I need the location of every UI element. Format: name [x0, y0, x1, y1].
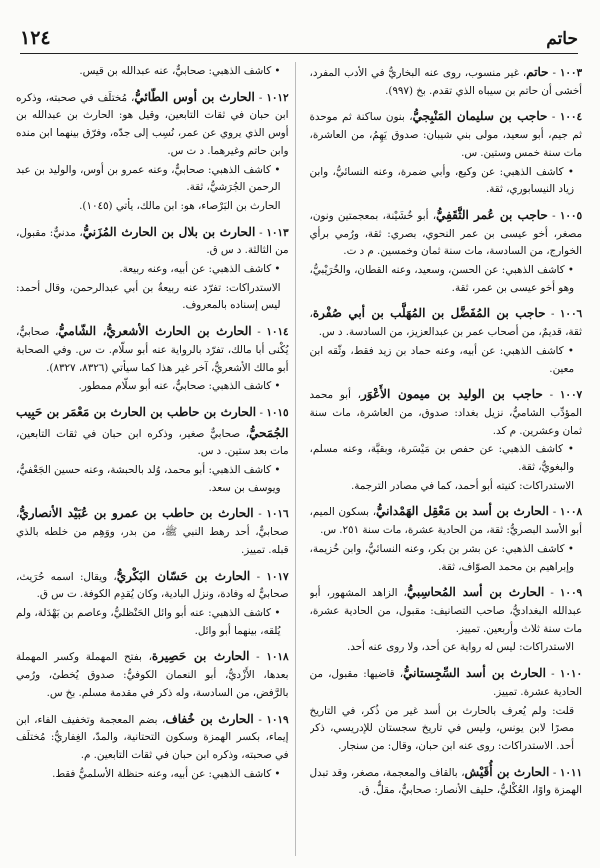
entry-number: ١٠١٥	[266, 406, 289, 419]
supplementary-note: الاستدراكات: ليس له رواية عن أحد، ولا روى عنه أحد.	[346, 641, 574, 654]
entry-number: ١٠٠٥	[559, 209, 582, 222]
entry-number: ١٠٠٦	[559, 308, 582, 321]
dhahabi-note: • كاشف الذهبي: عن بشر بن بكر، وعنه النسائيُّ، وابن خُزيمة، وإبراهيم بن محمد الصوّاف، ثقة.	[310, 541, 583, 576]
entry-text-block: ١٠١٦ - الحارث بن حاطب بن عمرو بن عُبَيْد الأنصاريُّ، صحابيٌّ، أحد رهط النبي ﷺ، من بدر، ووَهِم من خلطه بالذي قبله. تمييز.	[16, 506, 289, 556]
biography-entry	[310, 582, 583, 657]
entry-name: الحارث بن أسد السِّجِستانيُّ	[403, 666, 546, 681]
entry-number: ١٠١٧	[266, 570, 289, 583]
biography-entry	[16, 321, 289, 396]
entry-body: ، ثقة، قديمٌ، من أصحاب عمر بن عبدالعزيز، من السادسة. د س.	[309, 308, 582, 339]
entry-body: ، بفتح المهملة وكسر المهملة بعدها، الأَزْديُّ، أبو النعمان الكوفيُّ: صدوق يُخطئ، ورُمي بالرَّفض، من السادسة، وله ذكر في مقدمة مسلم. بخ س.	[16, 651, 289, 699]
biography-entry	[16, 87, 289, 216]
entry-text-block: ١٠٠٧ - حاجب بن الوليد بن ميمون الأَعْوَر، أبو محمد المؤدِّب الشاميُّ، نزيل بغداد: صدوق، من العاشرة، مات سنة ثمان وعشرين. م كد.	[309, 387, 582, 437]
supplementary-note: الحارث بن البَرْصاء، هو: ابن مالك، يأتي (١٠٤٥).	[79, 199, 281, 212]
supplementary-note: الاستدراكات: كنيته أبو أحمد، كما في مصادر الترجمة.	[350, 479, 574, 492]
entry-number: ١٠١٩	[266, 713, 289, 726]
biography-entry	[310, 501, 583, 576]
entry-name: حاجب بن عُمر الثَّقَفِيُّ	[436, 207, 548, 222]
entry-body: ، مدنيٌّ: مقبول، من الثالثة. د س ق.	[16, 226, 289, 257]
biography-entry	[16, 566, 289, 641]
entry-number: ١٠١٦	[266, 508, 289, 521]
entry-body: ، بنون ساكنة ثم موحدة ثم جيم، أبو سعيد، مولى بني شيبان: صدوق يَهِمُ، من العاشرة، مات سنة خمس وستين. س.	[309, 111, 582, 159]
biography-entry	[310, 205, 583, 298]
entry-body: ، أبو خُشَيْنة، بمعجمتين ونون، مصغر، أخو عيسى بن عمر النحوي، بصري: ثقة، ورُمي برأي الخوارج، من السادسة، مات سنة ثمان وخمسين. م د ت.	[309, 209, 582, 258]
entry-name: الحارث بن حاطب بن عمرو بن عُبَيْد الأنصاريُّ	[19, 506, 254, 521]
biography-entry	[310, 106, 583, 199]
supplementary-note: قلت: ولم يُعرف بالحارث بن أسد غير من ذُكر، في التاريخ مصرًا لابن يونس، وليس في تاريخ سجستان للإدريسي، ذكر أحد. الاستدراكات: روى عنه ابن حبان، وقال: من سنجار.	[309, 704, 574, 752]
entry-body: ، ويقال: اسمه حُرَيث، صحابيٌّ له وفادة، ونزل البادية، وكان يُقدِم الكوفة. ت س ق.	[16, 570, 289, 601]
entry-body: ، بسكون الميم، أبو الأسد البصريُّ: ثقة، من الحادية عشرة، مات سنة ٢٥١. س.	[309, 506, 582, 537]
entry-name: حاتم	[526, 65, 549, 79]
entry-name: الحارث بن أُقَيْش	[464, 764, 550, 779]
entry-name: حاجب بن سليمان المَنْبِجيُّ	[412, 109, 548, 124]
entry-body: ، أبو محمد المؤدِّب الشاميُّ، نزيل بغداد: صدوق، من العاشرة، مات سنة ثمان وعشرين. م كد.	[309, 389, 582, 437]
entry-number: ١٠٠٧	[559, 389, 582, 402]
entry-text-block: ١٠٠٣ - حاتم، غير منسوب، روى عنه البخاريُّ في الأدب المفرد، أخشى أن حاتم بن سيباه الذي تقدم. بخ (٩٩٧).	[309, 65, 582, 97]
entry-text-block: ١٠١٠ - الحارث بن أسد السِّجِستانيُّ، قاضيها: مقبول، من الحادية عشرة. تمييز.	[309, 666, 582, 698]
continued-note: • كاشف الذهبي: صحابيٌّ، عنه عبدالله بن قيس.	[16, 63, 289, 81]
entry-name: الحارث بن حاطب بن الحارث بن مَعْمَر بن حَبِيب الجُمَحيُّ	[16, 404, 289, 440]
entry-body: ، غير منسوب، روى عنه البخاريُّ في الأدب المفرد، أخشى أن حاتم بن سيباه الذي تقدم. بخ (٩٩٧).	[309, 67, 582, 97]
entry-name: الحارث بن حَصِيرة	[151, 649, 250, 664]
dhahabi-note: • كاشف الذهبي: عن أبيه، وعنه ربيعة.	[16, 261, 289, 279]
entry-text-block: ١٠١٧ - الحارث بن حَسّان البَكْريُّ، ويقال: اسمه حُرَيث، صحابيٌّ له وفادة، ونزل البادية، وكان يُقدِم الكوفة. ت س ق.	[16, 568, 289, 601]
entry-name: حاجب بن المُفَضَّل بن المُهَلَّب بن أبي صُفْرة	[312, 306, 546, 321]
dhahabi-note: • كاشف الذهبي: عنه أبو وائل الحَنْظليُّ، وعاصم بن بَهْدَلة، ولم يُلقه، بينهما أبو وائل.	[16, 605, 289, 640]
entry-text-block: ١٠١٢ - الحارث بن أوس الطّائيُّ، مُختلَف في صحبته، وذكره ابن حبان في ثقات التابعين، وقيل هو: الحارث بن عبدالله بن أوس الذي يروي عن عمر، نُسِب إلى جدّه، وفرّق بينهما ابن منده وابن حاتم وغيرهما. د ت س.	[16, 89, 289, 157]
entry-number: ١٠١٨	[266, 651, 289, 664]
entry-text-block: ١٠٠٦ - حاجب بن المُفَضَّل بن المُهَلَّب بن أبي صُفْرة، ثقة، قديمٌ، من أصحاب عمر بن عبدالعزيز، من السادسة. د س.	[309, 306, 582, 339]
running-head: حاتم	[546, 29, 578, 49]
entry-name: الحارث بن خُفاف	[165, 711, 254, 726]
entry-name: الحارث بن أسد بن مَعْقِل الهَمْدانيُّ	[376, 504, 549, 519]
entry-number: ١٠١٢	[266, 91, 289, 104]
biography-entry	[16, 646, 289, 702]
entry-name: الحارث بن أسد المُحاسِبيُّ	[406, 585, 545, 600]
entry-text-block: ١٠١٨ - الحارث بن حَصِيرة، بفتح المهملة وكسر المهملة بعدها، الأَزْديُّ، أبو النعمان الكوفيُّ: صدوق يُخطئ، ورُمي بالرَّفض، من السادسة، وله ذكر في مقدمة مسلم. بخ س.	[16, 649, 289, 699]
biography-entry	[16, 709, 289, 784]
entry-body: ، الزاهد المشهور، أبو عبدالله البغداديُّ، صاحب التصانيف: مقبول، من الحادية عشرة، مات سنة ثلاث وأربعين. تمييز.	[309, 587, 582, 635]
entry-text-block: ١٠١١ - الحارث بن أُقَيْش، بالقاف والمعجمة، مصغر، وقد تبدل الهمزة واوًا، العُكْليُّ، حليف الأنصار: صحابيٌّ، مقلٌّ. ق.	[309, 764, 582, 797]
entry-text-block: ١٠١٩ - الحارث بن خُفاف، بضم المعجمة وتخفيف الفاء، ابن إيماء، بكسر الهمزة وسكون التحتانية، والمدّ، الغِفاريُّ: مُختلَف في صحبته، وذكره ابن حبان في ثقات التابعين. م.	[16, 711, 289, 761]
left-column	[16, 62, 296, 856]
right-column	[310, 62, 583, 856]
biography-entry	[16, 402, 289, 498]
entry-name: الحارث بن أوس الطّائيُّ	[134, 89, 255, 104]
entry-body: ، صحابيٌّ، يُكْنى أبا مالك، تفرّد بالرواية عنه أبو سلّام. ت س. وفي الصحابة أبو مالك الأشعريُّ، آخر غير هذا كما سيأتي (٨٣٢٦، ٨٣٢٧).	[16, 326, 289, 374]
entry-text-block: ١٠٠٩ - الحارث بن أسد المُحاسِبيُّ، الزاهد المشهور، أبو عبدالله البغداديُّ، صاحب التصانيف: مقبول، من الحادية عشرة، مات سنة ثلاث وأربعين. تمييز.	[309, 585, 582, 635]
biography-entry	[310, 762, 583, 800]
entry-body: ، مُختلَف في صحبته، وذكره ابن حبان في ثقات التابعين، وقيل هو: الحارث بن عبدالله بن أوس الذي يروي عن عمر، نُسِب إلى جدّه، وفرّق بينهما ابن منده وابن حاتم وغيرهما. د ت س.	[16, 91, 289, 157]
biography-entry	[310, 663, 583, 756]
entry-body: ، بضم المعجمة وتخفيف الفاء، ابن إيماء، بكسر الهمزة وسكون التحتانية، والمدّ، الغِفاريُّ: مُختلَف في صحبته، وذكره ابن حبان في ثقات التابعين. م.	[16, 713, 289, 761]
entry-number: ١٠٠٨	[559, 506, 582, 519]
dhahabi-note: • كاشف الذهبي: عن أبيه، وعنه حنظلة الأسلميُّ فقط.	[16, 766, 289, 784]
entry-number: ١٠٠٣	[559, 67, 582, 79]
entry-name: الحارث بن الحارث الأشعريُّ، الشّاميُّ	[58, 324, 252, 339]
entry-name: الحارث بن حَسّان البَكْريُّ	[116, 568, 251, 583]
entry-name: حاجب بن الوليد بن ميمون الأَعْوَر	[360, 387, 543, 402]
dhahabi-note: • كاشف الذهبي: عن أبيه، وعنه حماد بن زيد فقط، وثّقه ابن معين.	[310, 343, 583, 378]
dhahabi-note: • كاشف الذهبي: عن الحسن، وسعيد، وعنه القطان، والخُرَيْبيُّ، وهو أخو عيسى بن عمر، ثقة.	[310, 262, 583, 297]
entry-text-block: ١٠١٤ - الحارث بن الحارث الأشعريُّ، الشّاميُّ، صحابيٌّ، يُكْنى أبا مالك، تفرّد بالرواية عنه أبو سلّام. ت س. وفي الصحابة أبو مالك الأشعريُّ، آخر غير هذا كما سيأتي (٨٣٢٦، ٨٣٢٧).	[16, 324, 289, 374]
entry-body: ، صحابيٌّ، أحد رهط النبي ﷺ، من بدر، ووَهِم من خلطه بالذي قبله. تمييز.	[16, 508, 289, 556]
entry-body: ، بالقاف والمعجمة، مصغر، وقد تبدل الهمزة واوًا، العُكْليُّ، حليف الأنصار: صحابيٌّ، مقلٌّ. ق.	[309, 766, 582, 797]
entry-number: ١٠٠٩	[559, 587, 582, 600]
entry-text-block: ١٠١٥ - الحارث بن حاطب بن الحارث بن مَعْمَر بن حَبِيب الجُمَحيُّ، صحابيٌّ صغير، وذكره ابن حبان في ثقات التابعين، مات بعد ستين. د س.	[16, 404, 289, 458]
biography-entry	[16, 503, 289, 559]
biography-entry	[310, 384, 583, 495]
supplementary-note: الاستدراكات: تفرّد عنه ربيعةُ بن أبي عبدالرحمن، وقال أحمد: ليس إسناده بالمعروف.	[16, 281, 281, 312]
page-header	[20, 20, 578, 54]
entry-number: ١٠١٤	[266, 326, 289, 339]
two-column-body	[16, 62, 582, 856]
entry-body: ، قاضيها: مقبول، من الحادية عشرة. تمييز.	[309, 668, 582, 698]
dhahabi-note: • كاشف الذهبي: أبو محمد، وُلد بالحبشة، وعنه حسين الجَعْفيُّ، ويوسف بن سعد.	[16, 462, 289, 497]
biography-entry	[16, 222, 289, 316]
biography-entry	[310, 303, 583, 378]
page-number: ١٢٤	[20, 27, 51, 49]
dhahabi-note: • كاشف الذهبي: صحابيٌّ، وعنه عمرو بن أوس، والوليد بن عبد الرحمن الجُرَشيُّ، ثقة.	[16, 162, 289, 197]
entry-text-block: ١٠٠٥ - حاجب بن عُمر الثَّقَفِيُّ، أبو خُشَيْنة، بمعجمتين ونون، مصغر، أخو عيسى بن عمر النحوي، بصري: ثقة، ورُمي برأي الخوارج، من السادسة، مات سنة ثمان وخمسين. م د ت.	[309, 207, 582, 258]
entry-text-block: ١٠٠٤ - حاجب بن سليمان المَنْبِجيُّ، بنون ساكنة ثم موحدة ثم جيم، أبو سعيد، مولى بني شيبان: صدوق يَهِمُ، من العاشرة، مات سنة خمس وستين. س.	[309, 109, 582, 159]
dhahabi-note: • كاشف الذهبي: صحابيٌّ، عنه أبو سلّام ممطور.	[16, 378, 289, 396]
entry-number: ١٠١٠	[559, 668, 582, 681]
entry-number: ١٠١١	[559, 766, 582, 779]
entry-text-block: ١٠٠٨ - الحارث بن أسد بن مَعْقِل الهَمْدانيُّ، بسكون الميم، أبو الأسد البصريُّ: ثقة، من الحادية عشرة، مات سنة ٢٥١. س.	[309, 504, 582, 537]
entry-body: ، صحابيٌّ صغير، وذكره ابن حبان في ثقات التابعين، مات بعد ستين. د س.	[16, 427, 289, 458]
dhahabi-note: • كاشف الذهبي: عن حفص بن مَيْسَرة، وبقيَّة، وعنه مسلم، والبغويُّ، ثقة.	[310, 441, 583, 476]
entry-number: ١٠٠٤	[559, 111, 582, 124]
entry-text-block: ١٠١٣ - الحارث بن بلال بن الحارث المُزَنيُّ، مدنيٌّ: مقبول، من الثالثة. د س ق.	[16, 224, 289, 257]
dhahabi-note: • كاشف الذهبي: عن وكيع، وأبي ضمرة، وعنه النسائيُّ، وابن زياد النيسابوري، ثقة.	[310, 164, 583, 199]
entry-number: ١٠١٣	[266, 226, 289, 239]
biography-entry	[310, 62, 583, 100]
entry-name: الحارث بن بلال بن الحارث المُزَنيُّ	[82, 224, 256, 239]
